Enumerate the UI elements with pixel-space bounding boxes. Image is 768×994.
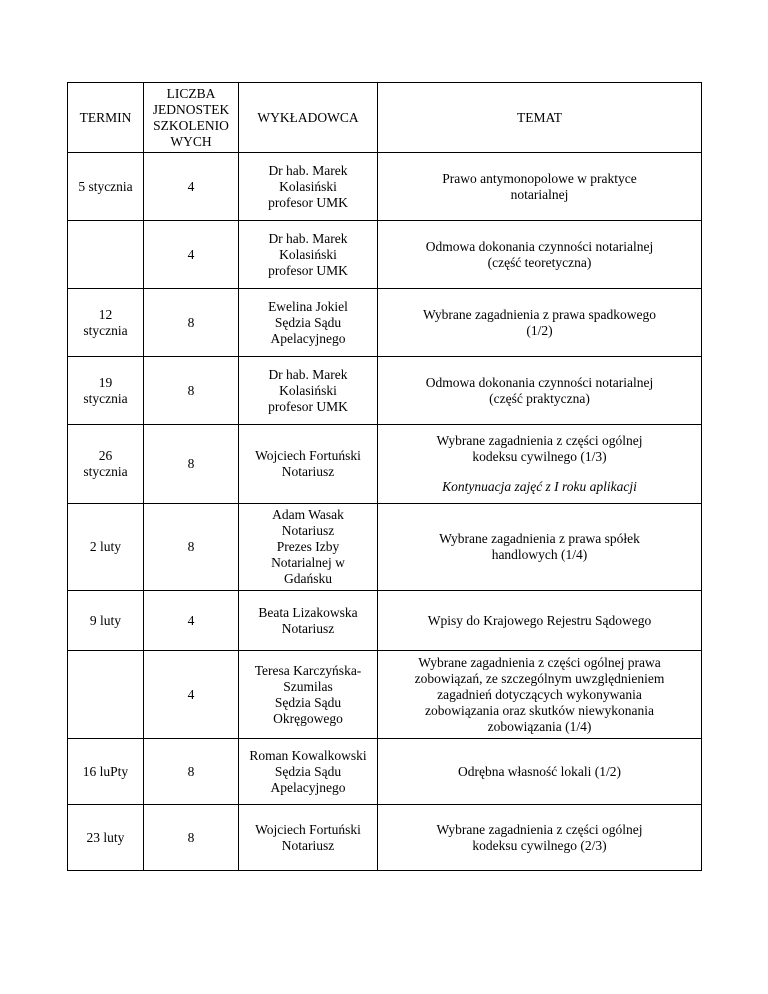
cell-liczba	[144, 221, 239, 289]
cell-termin	[68, 504, 144, 591]
cell-wykladowca-text: Beata Lizakowska Notariusz	[258, 604, 358, 636]
cell-termin-text: 26 stycznia	[83, 448, 128, 479]
cell-wykladowca-text: Dr hab. Marek Kolasiński profesor UMK	[268, 366, 348, 414]
cell-termin	[68, 591, 144, 651]
cell-temat	[378, 504, 702, 591]
schedule-body	[68, 83, 702, 871]
cell-wykladowca	[239, 289, 378, 357]
cell-termin	[68, 739, 144, 805]
cell-temat-text: Wybrane zagadnienia z części ogólnej prawa zobowiązań, ze szczególnym uwzględnieniem zagadnień dotyczących wykonywania zobowiązania oraz skutków niewykonania zobowiązania (1/4)	[414, 654, 665, 734]
cell-liczba-text: 4	[187, 686, 195, 702]
header-wykladowca: WYKŁADOWCA	[239, 83, 378, 153]
cell-liczba-text: 8	[187, 763, 195, 779]
cell-wykladowca	[239, 504, 378, 591]
cell-liczba	[144, 591, 239, 651]
cell-temat	[378, 289, 702, 357]
cell-termin	[68, 805, 144, 871]
table-row	[68, 591, 702, 651]
cell-temat-text: Wybrane zagadnienia z prawa spółek handlowych (1/4)	[439, 531, 640, 562]
cell-wykladowca	[239, 357, 378, 425]
cell-wykladowca	[239, 221, 378, 289]
cell-wykladowca-text: Adam Wasak Notariusz Prezes Izby Notarialnej w Gdańsku	[271, 507, 345, 586]
cell-wykladowca	[239, 805, 378, 871]
cell-liczba-text: 8	[187, 456, 195, 471]
cell-wykladowca-text: Dr hab. Marek Kolasiński profesor UMK	[268, 162, 348, 210]
cell-temat	[378, 153, 702, 221]
cell-termin-text: 2 luty	[89, 539, 122, 554]
cell-wykladowca-text: Ewelina Jokiel Sędzia Sądu Apelacyjnego	[268, 298, 348, 346]
header-termin: TERMIN	[68, 83, 144, 153]
cell-liczba-text: 4	[187, 246, 195, 262]
cell-termin-text: 5 stycznia	[78, 178, 133, 194]
cell-temat-note: Kontynuacja zajęć z I roku aplikacji	[442, 479, 637, 494]
cell-termin	[68, 153, 144, 221]
cell-temat-text: Wybrane zagadnienia z prawa spadkowego (1/2)	[422, 306, 657, 338]
cell-wykladowca-text: Teresa Karczyńska- Szumilas Sędzia Sądu Okręgowego	[254, 662, 362, 726]
table-row	[68, 153, 702, 221]
cell-termin-text: 19 stycznia	[83, 374, 128, 406]
table-row	[68, 289, 702, 357]
cell-wykladowca	[239, 591, 378, 651]
cell-temat	[378, 805, 702, 871]
cell-temat-text: Odmowa dokonania czynności notarialnej (część praktyczna)	[425, 374, 654, 406]
cell-liczba-text: 8	[187, 829, 195, 845]
schedule-table	[67, 82, 702, 871]
cell-termin	[68, 425, 144, 504]
cell-temat	[378, 221, 702, 289]
cell-temat-text: Odrębna własność lokali (1/2)	[457, 763, 622, 779]
cell-termin	[68, 357, 144, 425]
table-row	[68, 739, 702, 805]
cell-temat	[378, 739, 702, 805]
cell-liczba	[144, 739, 239, 805]
cell-temat	[378, 357, 702, 425]
cell-wykladowca-text: Wojciech Fortuński Notariusz	[255, 821, 361, 853]
cell-liczba	[144, 357, 239, 425]
cell-wykladowca	[239, 651, 378, 739]
cell-liczba	[144, 425, 239, 504]
header-liczba: LICZBA JEDNOSTEK SZKOLENIO WYCH	[144, 83, 239, 153]
cell-liczba	[144, 504, 239, 591]
cell-temat-text: Wybrane zagadnienia z części ogólnej kodeksu cywilnego (2/3)	[436, 821, 643, 853]
cell-wykladowca-text: Wojciech Fortuński Notariusz	[255, 448, 361, 479]
table-row	[68, 357, 702, 425]
cell-wykladowca-text: Roman Kowalkowski Sędzia Sądu Apelacyjnego	[249, 747, 367, 795]
cell-liczba-text: 4	[187, 612, 195, 628]
cell-termin	[68, 289, 144, 357]
cell-temat-text: Odmowa dokonania czynności notarialnej (część teoretyczna)	[425, 238, 654, 270]
cell-liczba	[144, 289, 239, 357]
cell-liczba	[144, 651, 239, 739]
cell-liczba	[144, 805, 239, 871]
table-row	[68, 651, 702, 739]
cell-temat-text: Wpisy do Krajowego Rejestru Sądowego	[427, 612, 652, 628]
cell-liczba-text: 4	[187, 178, 195, 194]
cell-termin-text: 9 luty	[89, 612, 122, 628]
table-row	[68, 504, 702, 591]
cell-wykladowca	[239, 425, 378, 504]
cell-termin-text: 16 luPty	[82, 763, 129, 779]
table-row	[68, 425, 702, 504]
cell-temat	[378, 651, 702, 739]
cell-liczba	[144, 153, 239, 221]
cell-wykladowca	[239, 153, 378, 221]
cell-termin-text: 23 luty	[86, 829, 125, 845]
header-row	[68, 83, 702, 153]
cell-termin	[68, 651, 144, 739]
cell-liczba-text: 8	[187, 314, 195, 330]
table-row	[68, 805, 702, 871]
cell-termin	[68, 221, 144, 289]
header-temat: TEMAT	[378, 83, 702, 153]
cell-temat	[378, 425, 702, 504]
cell-temat-text: Prawo antymonopolowe w praktyce notarialnej	[442, 170, 637, 202]
cell-liczba-text: 8	[187, 382, 195, 398]
cell-wykladowca-text: Dr hab. Marek Kolasiński profesor UMK	[268, 230, 348, 278]
cell-temat	[378, 591, 702, 651]
cell-liczba-text: 8	[187, 539, 195, 554]
cell-wykladowca	[239, 739, 378, 805]
table-row	[68, 221, 702, 289]
cell-termin-text: 12 stycznia	[83, 306, 128, 338]
cell-temat-text: Wybrane zagadnienia z części ogólnej kodeksu cywilnego (1/3)	[436, 433, 643, 464]
